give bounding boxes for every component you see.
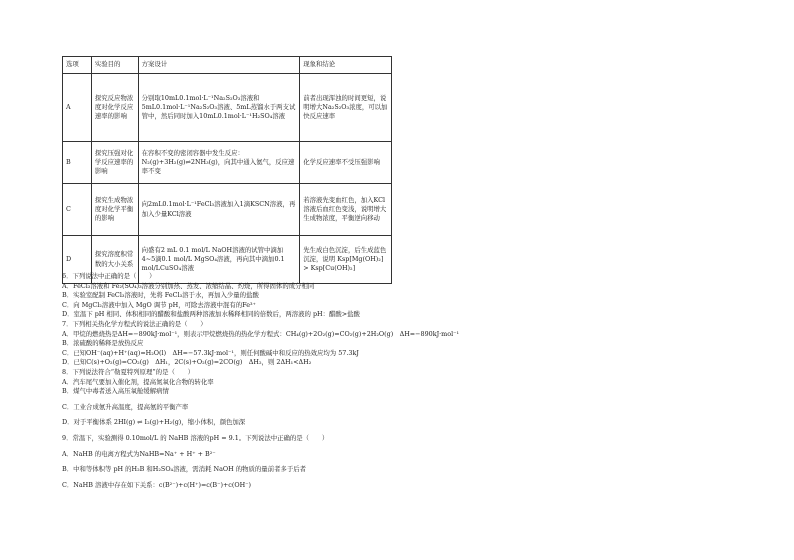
cell-design: 在容积不变的密闭容器中发生反应：N₂(g)+3H₂(g)⇌2NH₃(g)，向其中通入氦气，反应速率不变 <box>138 142 300 184</box>
cell-result: 化学反应速率不受压强影响 <box>300 142 392 184</box>
question-stem: 9．常温下，实验测得 0.10mol/L 的 NaHB 溶液的pH = 9.1。下列说法中正确的是（ ） <box>62 433 329 442</box>
cell-purpose: 探究压强对化学反应速率的影响 <box>91 142 138 184</box>
header-design: 方案设计 <box>138 57 300 74</box>
cell-purpose: 探究生成物浓度对化学平衡的影响 <box>91 184 138 236</box>
header-option: 选项 <box>63 57 92 74</box>
question-option: C．工业合成氨升高温度，提高氨的平衡产率 <box>62 402 189 411</box>
cell-result: 前者出现浑浊的时间更短，说明增大Na₂S₂O₃浓度，可以加快反应速率 <box>300 74 392 142</box>
question-option: B．中和等体积等 pH 的H₂B 和H₂SO₄溶液，需消耗 NaOH 的物质的量前者多于后者 <box>62 465 307 474</box>
question-option: A．汽车尾气要加入催化剂，提高氮氧化合物的转化率 <box>62 377 214 386</box>
cell-purpose: 探究溶度积常数的大小关系 <box>91 236 138 284</box>
cell-purpose: 探究反应物浓度对化学反应速率的影响 <box>91 74 138 142</box>
question-stem: 6．下列说法中正确的是（ ） <box>62 272 156 280</box>
cell-option: A <box>63 74 92 142</box>
cell-design: 向2mL0.1mol·L⁻¹FeCl₃溶液加入1滴KSCN溶液，再加入少量KCl溶液 <box>138 184 300 236</box>
table-row <box>63 74 392 142</box>
questions-block <box>62 272 762 490</box>
cell-design: 向盛有2 mL 0.1 mol/L NaOH溶液的试管中滴加4~5滴0.1 mol/L MgSO₄溶液，再向其中滴加0.1 mol/LCuSO₄溶液 <box>138 236 300 284</box>
table-row <box>63 142 392 184</box>
question-option: B．浓硫酸的稀释是放热反应 <box>62 339 144 348</box>
question-option: A．甲烷的燃烧热是ΔH=−890kJ·mol⁻¹，则表示甲烷燃烧热的热化学方程式：CH₄(g)+2O₂(g)=CO₂(g)+2H₂O(g) ΔH=−890kJ·mol⁻¹ <box>62 329 460 338</box>
question-option: C．向 MgCl₂溶液中加入 MgO 调节 pH，可除去溶液中混有的Fe³⁺ <box>62 300 256 309</box>
question-option: C．已知OH⁻(aq)+H⁺(aq)=H₂O(l) ΔH=−57.3kJ·mol⁻¹，则任何酸碱中和反应的热效应均为 57.3kJ <box>62 348 359 357</box>
table-row <box>63 184 392 236</box>
question-option: D．对于平衡体系 2HI(g) ⇌ I₂(g)+H₂(g)，缩小体积，颜色加深 <box>62 418 246 427</box>
cell-result: 若溶液先变血红色，加入KCl溶液后血红色变浅，说明增大生成物浓度，平衡逆向移动 <box>300 184 392 236</box>
question-stem: 8．下列说法符合“勒夏特列原理”的是（ ） <box>62 367 195 376</box>
question-option: D．已知C(s)+O₂(g)=CO₂(g) ΔH₁，2C(s)+O₂(g)=2CO(g) ΔH₂，则 2ΔH₁<ΔH₂ <box>62 358 312 367</box>
question-option: D．室温下 pH 相同、体积相同的醋酸和盐酸两种溶液加水稀释相同的倍数后，两溶液的 pH：醋酸>盐酸 <box>62 310 360 319</box>
question-option: B．煤气中毒者送入高压氧舱缓解病情 <box>62 387 169 396</box>
question-option: C．NaHB 溶液中存在如下关系：c(B²⁻)+c(H⁺)=c(B⁻)+c(OH⁻) <box>62 480 252 489</box>
cell-option: C <box>63 184 92 236</box>
question-stem: 7．下列相关热化学方程式的说法正确的是（ ） <box>62 319 207 328</box>
cell-option: D <box>63 236 92 284</box>
cell-option: B <box>63 142 92 184</box>
experiment-table <box>62 56 392 284</box>
question-option: B．实验室配制 FeCl₃溶液时，先将 FeCl₃溶于水，再加入少量的盐酸 <box>62 291 259 300</box>
question-option: A．FeCl₃溶液和 Fe₂(SO₄)₃溶液分别加热、蒸发、浓缩结晶、灼烧，所得固体的成分相同 <box>62 281 315 290</box>
header-result: 现象和结论 <box>300 57 392 74</box>
table-header-row <box>63 57 392 74</box>
cell-design: 分别取10mL0.1mol·L⁻¹Na₂S₂O₃溶液和5mL0.1mol·L⁻¹Na₂S₂O₃溶液、5mL蒸馏水于两支试管中，然后同时加入10mL0.1mol·L⁻¹H₂SO₄溶液 <box>138 74 300 142</box>
question-option: A．NaHB 的电离方程式为NaHB=Na⁺ + H⁺ + B²⁻ <box>62 449 216 458</box>
header-purpose: 实验目的 <box>91 57 138 74</box>
cell-result: 先生成白色沉淀，后生成蓝色沉淀，说明 Ksp[Mg(OH)₂] > Ksp[Cu(OH)₂] <box>300 236 392 284</box>
